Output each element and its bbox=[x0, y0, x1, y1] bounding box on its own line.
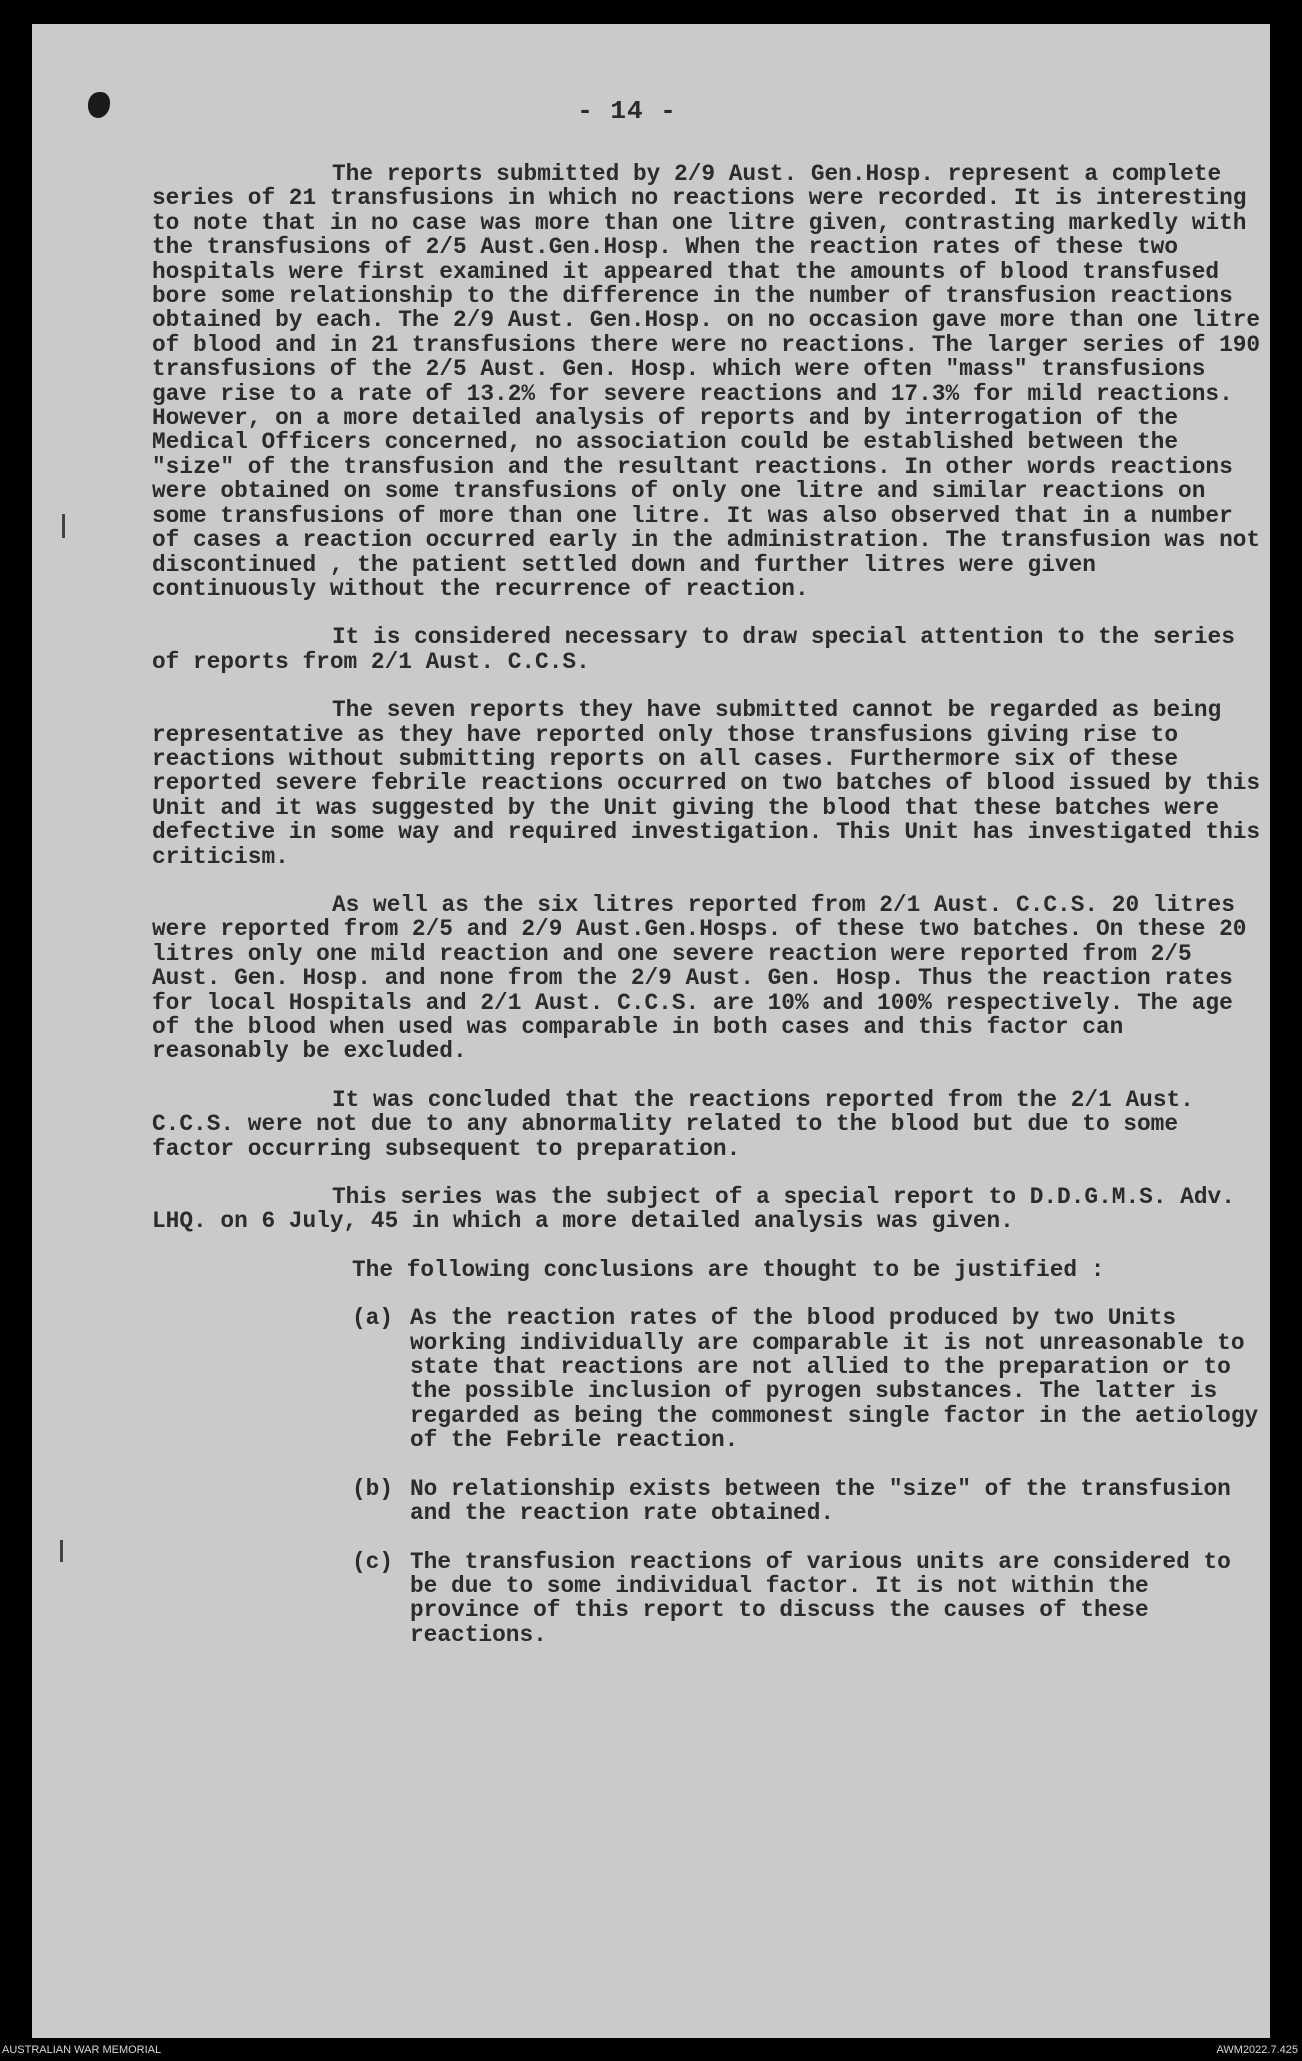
paragraph: It is considered necessary to draw special attention to the series of reports from 2/1 Aust. C.C.S. bbox=[152, 624, 1249, 675]
paragraph: This series was the subject of a special report to D.D.G.M.S. Adv. LHQ. on 6 July, 45 in which a more detailed analysis was given. bbox=[152, 1184, 1249, 1235]
conclusion-item bbox=[352, 1477, 1264, 1526]
conclusion-item bbox=[352, 1550, 1264, 1648]
conclusion-text: No relationship exists between the "size" of the transfusion and the reaction rate obtained. bbox=[410, 1475, 1245, 1527]
footer-institution: AUSTRALIAN WAR MEMORIAL bbox=[2, 2044, 162, 2056]
punch-hole bbox=[88, 92, 110, 118]
conclusion-label: (b) bbox=[352, 1475, 394, 1502]
document-body bbox=[152, 161, 1274, 1671]
paragraph: It was concluded that the reactions reported from the 2/1 Aust. C.C.S. were not due to any abnormality related to the blood but due to some factor occurring subsequent to preparation. bbox=[152, 1086, 1208, 1162]
conclusion-label: (a) bbox=[352, 1305, 394, 1332]
paragraph: As well as the six litres reported from 2/1 Aust. C.C.S. 20 litres were reported from 2/5 and 2/9 Aust.Gen.Hosps. of these two batches. On these 20 litres only one mild reaction and one severe reaction were reported from 2/5 Aust. Gen. Hosp. and none from the 2/9 Aust. Gen. Hosp. Thus the reaction rates for local Hospitals and 2/1 Aust. C.C.S. are 10% and 100% respectively. The age of the blood when used was comparable in both cases and this factor can reasonably be excluded. bbox=[152, 891, 1261, 1065]
conclusions-intro: The following conclusions are thought to be justified : bbox=[352, 1256, 1105, 1283]
page-number: - 14 - bbox=[577, 96, 677, 126]
conclusion-item bbox=[352, 1305, 1272, 1454]
paragraph: The seven reports they have submitted cannot be regarded as being representative as they have reported only those transfusions giving rise to reactions without submitting reports on all cases. Furthermore six of these reported severe febrile reactions occurred on two batches of blood issued by this Unit and it was suggested by the Unit giving the blood that these batches were defective in some way and required investigation. This Unit has investigated this criticism. bbox=[152, 697, 1274, 870]
margin-mark bbox=[62, 514, 65, 538]
conclusion-text: The transfusion reactions of various units are considered to be due to some individual factor. It is not within the province of this report to discuss the causes of these reactions. bbox=[410, 1548, 1245, 1648]
conclusion-text: As the reaction rates of the blood produced by two Units working individually are comparable it is not unreasonable to state that reactions are not allied to the preparation or to the possible inclusion of pyrogen substances. The latter is regarded as being the commonest single factor in the aetiology of the Febrile reaction. bbox=[410, 1305, 1272, 1454]
paragraph: The reports submitted by 2/9 Aust. Gen.Hosp. represent a complete series of 21 transfusions in which no reactions were recorded. It is interesting to note that in no case was more than one litre given, contrasting markedly with the transfusions of 2/5 Aust.Gen.Hosp. When the reaction rates of these two hospitals were first examined it appeared that the amounts of blood transfused bore some relationship to the difference in the number of transfusion reactions obtained by each. The 2/9 Aust. Gen.Hosp. on no occasion gave more than one litre of blood and in 21 transfusions there were no reactions. The larger series of 190 transfusions of the 2/5 Aust. Gen. Hosp. which were often "mass" transfusions gave rise to a rate of 13.2% for severe reactions and 17.3% for mild reactions. However, on a more detailed analysis of reports and by interrogation of the Medical Officers concerned, no association could be established between the "size" of the transfusion and the resultant reactions. In other words reactions were obtained on some transfusions of only one litre and similar reactions on some transfusions of more than one litre. It was also observed that in a number of cases a reaction occurred early in the administration. The transfusion was not discontinued , the patient settled down and further litres were given continuously without the recurrence of reaction. bbox=[152, 161, 1274, 602]
margin-mark bbox=[60, 1540, 63, 1562]
document-page bbox=[32, 24, 1274, 2038]
conclusion-label: (c) bbox=[352, 1548, 394, 1575]
footer-reference: AWM2022.7.425 bbox=[1216, 2044, 1298, 2056]
